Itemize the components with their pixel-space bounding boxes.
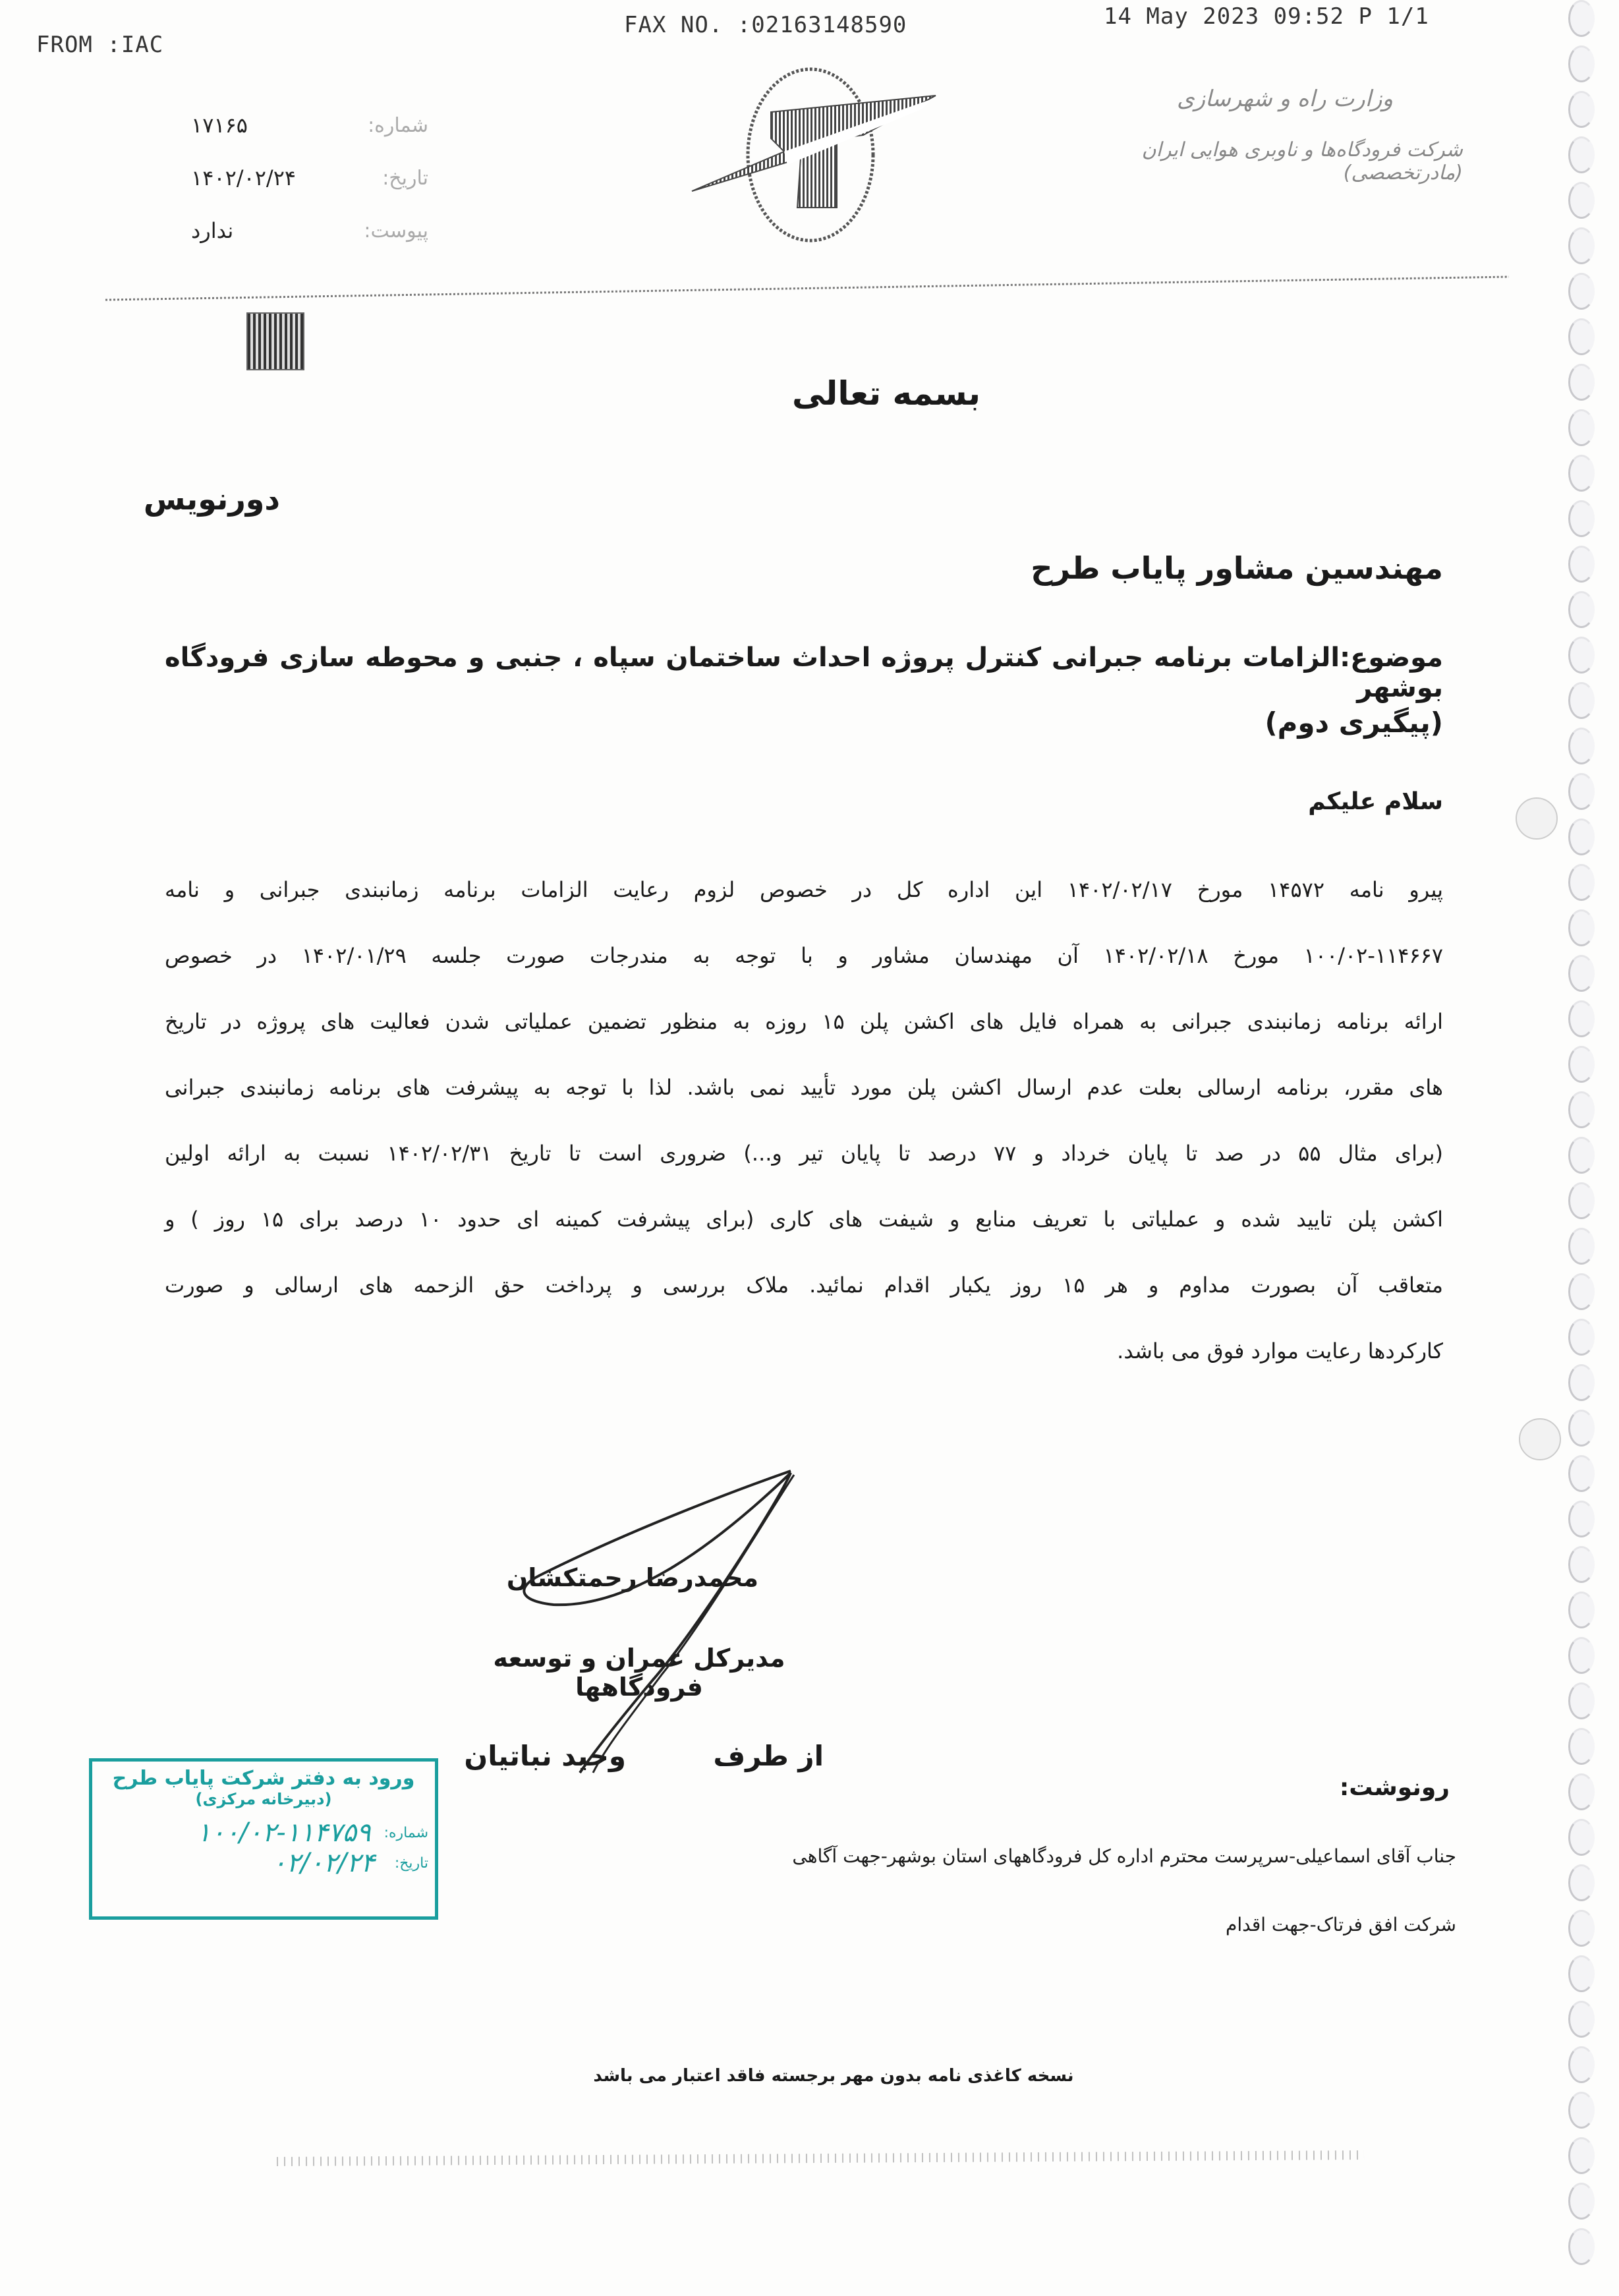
binder-ring [1568, 1182, 1595, 1219]
binder-ring [1568, 682, 1595, 719]
handwritten-signature [501, 1463, 804, 1779]
binder-ring [1568, 1546, 1595, 1583]
stamp-date-label: تاریخ: [394, 1854, 428, 1872]
fax-datetime: 14 May 2023 09:52 P 1/1 [1104, 3, 1429, 30]
signatory-name: محمدرضا رحمتکشان [506, 1563, 759, 1592]
body-line: کارکردها رعایت موارد فوق می باشد. [1117, 1338, 1443, 1363]
binder-ring [1568, 1046, 1595, 1083]
binder-ring [1568, 1364, 1595, 1401]
stamp-number-value: ۱۰۰/۰۲-۱۱۴۷۵۹ [196, 1818, 371, 1848]
binder-ring [1568, 546, 1595, 583]
body-line: متعاقب آن بصورت مداوم و هر ۱۵ روز یکبار اقدام نمائید. ملاک بررسی و پرداخت حق الزحمه های ارسالی و صورت [165, 1273, 1444, 1298]
punch-hole [1519, 1418, 1561, 1460]
header-divider [105, 264, 1516, 310]
binder-ring [1568, 955, 1595, 992]
meta-number-value: ۱۷۱۶۵ [191, 113, 248, 138]
fax-from: FROM :IAC [36, 32, 164, 58]
meta-date [191, 152, 428, 204]
faded-address-line [277, 2135, 1371, 2181]
body-line: ۱۰۰/۰۲-۱۱۴۶۶۷ مورخ ۱۴۰۲/۰۲/۱۸ آن مهندسان مشاور و با توجه به مندرجات صورت جلسه ۱۴۰۲/۰۱/۲۹ در خصوص [165, 943, 1444, 968]
body-line: (برای مثال ۵۵ در صد تا پایان خرداد و ۷۷ درصد تا پایان تیر و...) ضروری است تا تاریخ ۱۴۰۲/۰۲/۳۱ نسبت به ارائه اولین [165, 1141, 1444, 1166]
binder-ring [1568, 1864, 1595, 1901]
company-name: شرکت فرودگاه‌ها و ناوبری هوایی ایران (مادرتخصصی) [1141, 138, 1463, 185]
binder-ring [1568, 2228, 1595, 2265]
on-behalf-label: از طرف [713, 1740, 824, 1772]
binder-ring [1568, 182, 1595, 219]
meta-attachment [191, 204, 428, 257]
cc-item: شرکت افق فرتاک-جهت اقدام [1226, 1914, 1456, 1936]
binder-ring [1568, 1592, 1595, 1628]
on-behalf-name: وحید نباتیان [464, 1740, 626, 1772]
binder-ring [1568, 2046, 1595, 2083]
airport-company-logo-icon [672, 59, 949, 250]
binder-ring [1568, 909, 1595, 946]
body-line: پیرو نامه ۱۴۵۷۲ مورخ ۱۴۰۲/۰۲/۱۷ این اداره کل در خصوص لزوم رعایت الزامات برنامه زمانبندی جبرانی و نامه [165, 877, 1444, 902]
binder-ring [1568, 1637, 1595, 1674]
document-type: دورنویس [143, 481, 280, 517]
binder-ring [1568, 455, 1595, 492]
binder-ring [1568, 2183, 1595, 2220]
binder-ring [1568, 2001, 1595, 2038]
footer-notice: نسخه کاغذی نامه بدون مهر برجسته فاقد اعتبار می باشد [593, 2066, 1074, 2086]
cc-item: جناب آقای اسماعیلی-سرپرست محترم اداره کل فرودگاههای استان بوشهر-جهت آگاهی [792, 1845, 1456, 1867]
greeting: سلام علیکم [1308, 788, 1443, 815]
binder-ring [1568, 864, 1595, 901]
binder-ring [1568, 1319, 1595, 1356]
binder-ring [1568, 318, 1595, 355]
binder-ring [1568, 136, 1595, 173]
binder-ring [1568, 1273, 1595, 1310]
binder-ring [1568, 728, 1595, 764]
invocation: بسمه تعالی [791, 374, 981, 413]
binder-ring [1568, 1910, 1595, 1947]
meta-attachment-value: ندارد [191, 218, 234, 243]
binder-ring [1568, 1501, 1595, 1537]
binder-ring [1568, 1955, 1595, 1992]
punch-hole [1516, 797, 1558, 840]
stamp-date [92, 1848, 435, 1878]
binder-ring [1568, 637, 1595, 674]
fax-number: FAX NO. :02163148590 [624, 12, 907, 38]
organization-header [1028, 86, 1463, 185]
binder-ring [1568, 273, 1595, 310]
binder-ring [1568, 1091, 1595, 1128]
recipient: مهندسین مشاور پایاب طرح [1031, 550, 1443, 586]
binder-ring [1568, 1410, 1595, 1447]
received-stamp [89, 1758, 438, 1920]
binder-ring [1568, 1682, 1595, 1719]
binder-ring [1568, 1728, 1595, 1765]
binder-ring [1568, 91, 1595, 128]
binder-ring [1568, 500, 1595, 537]
meta-number [191, 99, 428, 152]
binder-ring [1568, 227, 1595, 264]
binder-ring [1568, 591, 1595, 628]
subject-followup: (پیگیری دوم) [1264, 706, 1443, 739]
binder-ring [1568, 2137, 1595, 2174]
binder-ring [1568, 409, 1595, 446]
meta-date-label: تاریخ: [382, 166, 428, 190]
stamp-title: ورود به دفتر شرکت پایاب طرح [112, 1767, 415, 1790]
binder-ring [1568, 773, 1595, 810]
subject-line: موضوع:الزامات برنامه جبرانی کنترل پروژه احداث ساختمان سپاه ، جنبی و محوطه سازی فرودگاه بوشهر [165, 643, 1443, 703]
meta-attachment-label: پیوست: [364, 219, 428, 243]
qr-code [248, 314, 303, 369]
binder-ring [1568, 1228, 1595, 1265]
binder-ring [1568, 364, 1595, 401]
letter-meta [191, 99, 428, 257]
binder-ring [1568, 1455, 1595, 1492]
stamp-number-label: شماره: [383, 1824, 428, 1841]
binder-ring [1568, 1137, 1595, 1174]
binder-ring [1568, 1000, 1595, 1037]
binder-ring [1568, 1819, 1595, 1856]
binder-ring [1568, 2092, 1595, 2129]
body-line: ارائه برنامه زمانبندی جبرانی به همراه فایل های اکشن پلن ۱۵ روزه به منظور تضمین عملیاتی شدن فعالیت های پروژه در تاریخ [165, 1009, 1444, 1034]
signatory-title: مدیرکل عمران و توسعه فرودگاهها [493, 1644, 785, 1702]
stamp-date-value: ۰۲/۰۲/۲۴ [271, 1848, 375, 1878]
body-line: اکشن پلن تایید شده و عملیاتی با تعریف منابع و شیفت های کاری (برای پیشرفت کمینه ای حدود ۱۰ درصد برای ۱۵ روز ) و [165, 1207, 1444, 1232]
stamp-subtitle: (دبیرخانه مرکزی) [195, 1790, 332, 1808]
binder-ring [1568, 45, 1595, 82]
binder-ring [1568, 0, 1595, 37]
ministry-name: وزارت راه و شهرسازی [1176, 86, 1394, 112]
stamp-number [92, 1818, 435, 1848]
cc-label: رونوشت: [1339, 1774, 1450, 1801]
body-line: های مقرر، برنامه ارسالی بعلت عدم ارسال اکشن پلن مورد تأیید نمی باشد. لذا با توجه به پیشرفت های برنامه زمانبندی جبرانی [165, 1075, 1443, 1100]
meta-number-label: شماره: [368, 113, 428, 137]
binder-ring [1568, 818, 1595, 855]
letter-body [165, 857, 1443, 1384]
binder-ring [1568, 1773, 1595, 1810]
meta-date-value: ۱۴۰۲/۰۲/۲۴ [191, 165, 297, 190]
